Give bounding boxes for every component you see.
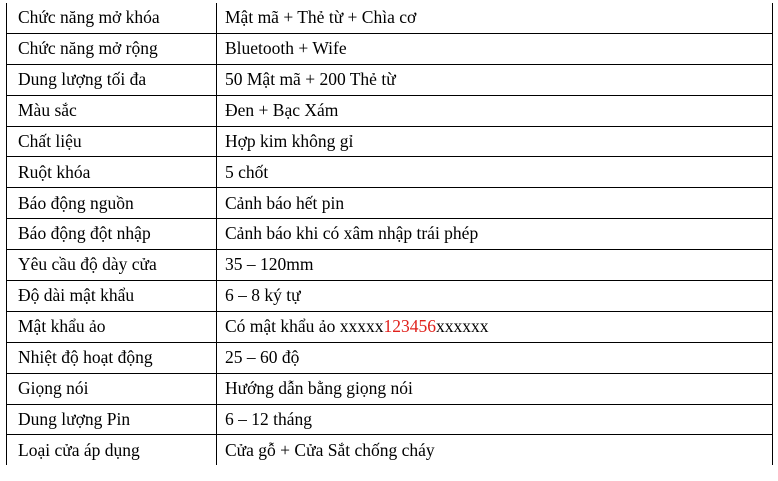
row-label: Báo động nguồn [7, 188, 217, 219]
row-label: Màu sắc [7, 95, 217, 126]
value-text-after: xxxxxx [435, 316, 489, 337]
table-row [7, 311, 773, 342]
highlighted-password-example: 123456 [383, 316, 436, 337]
table-row [7, 219, 773, 250]
row-value: 50 Mật mã + 200 Thẻ từ [217, 64, 773, 95]
table-row [7, 64, 773, 95]
table-row [7, 404, 773, 435]
row-value [217, 311, 773, 342]
table-row [7, 126, 773, 157]
row-value: 5 chốt [217, 157, 773, 188]
row-label: Giọng nói [7, 373, 217, 404]
value-text-before: Có mật khẩu ảo xxxxx [225, 316, 384, 337]
row-label: Nhiệt độ hoạt động [7, 342, 217, 373]
row-label: Chất liệu [7, 126, 217, 157]
row-value: 35 – 120mm [217, 250, 773, 281]
row-label: Độ dài mật khẩu [7, 281, 217, 312]
table-row [7, 188, 773, 219]
row-label: Chức năng mở rộng [7, 33, 217, 64]
table-row [7, 281, 773, 312]
row-value: 6 – 8 ký tự [217, 281, 773, 312]
row-label: Ruột khóa [7, 157, 217, 188]
row-value: 25 – 60 độ [217, 342, 773, 373]
row-value: 6 – 12 tháng [217, 404, 773, 435]
row-value: Bluetooth + Wife [217, 33, 773, 64]
row-label: Chức năng mở khóa [7, 3, 217, 33]
table-row [7, 3, 773, 33]
row-label: Dung lượng tối đa [7, 64, 217, 95]
row-value: Đen + Bạc Xám [217, 95, 773, 126]
table-row [7, 157, 773, 188]
row-value: Mật mã + Thẻ từ + Chìa cơ [217, 3, 773, 33]
row-label: Loại cửa áp dụng [7, 435, 217, 465]
table-row [7, 435, 773, 465]
row-value: Cửa gỗ + Cửa Sắt chống cháy [217, 435, 773, 465]
row-label: Mật khẩu ảo [7, 311, 217, 342]
row-value: Cảnh báo hết pin [217, 188, 773, 219]
row-value: Hợp kim không gỉ [217, 126, 773, 157]
row-label: Dung lượng Pin [7, 404, 217, 435]
row-label: Yêu cầu độ dày cửa [7, 250, 217, 281]
table-row [7, 373, 773, 404]
row-label: Báo động đột nhập [7, 219, 217, 250]
table-row [7, 250, 773, 281]
table-row [7, 33, 773, 64]
spec-table [6, 3, 773, 465]
table-row [7, 342, 773, 373]
table-row [7, 95, 773, 126]
row-value: Cảnh báo khi có xâm nhập trái phép [217, 219, 773, 250]
row-value: Hướng dẫn bằng giọng nói [217, 373, 773, 404]
